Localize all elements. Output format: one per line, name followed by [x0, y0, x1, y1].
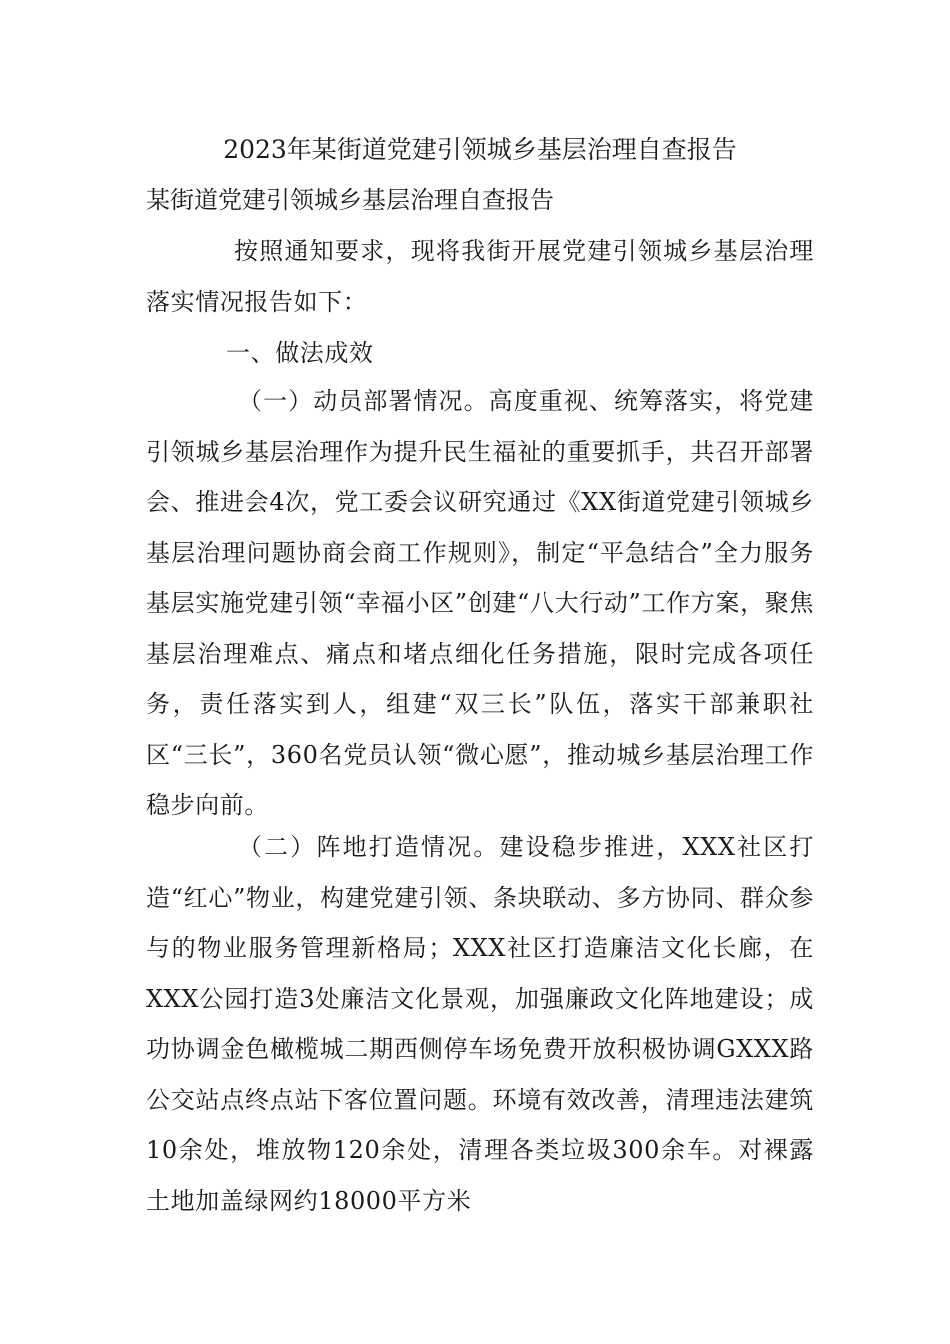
- paragraph-mobilization: （一）动员部署情况。高度重视、统筹落实，将党建引领城乡基层治理作为提升民生福祉的重要抓手，共召开部署会、推进会4次，党工委会议研究通过《XX街道党建引领城乡基层治理问题协商会商工作规则》，制定“平急结合”全力服务基层实施党建引领“幸福小区”创建“八大行动”工作方案，聚焦基层治理难点、痛点和堵点细化任务措施，限时完成各项任务，责任落实到人，组建“双三长”队伍，落实干部兼职社区“三长”，360名党员认领“微心愿”，推动城乡基层治理工作稳步向前。: [146, 387, 814, 819]
- intro-paragraph: 按照通知要求，现将我街开展党建引领城乡基层治理落实情况报告如下：: [146, 237, 814, 316]
- document-title: 2023年某街道党建引领城乡基层治理自查报告: [223, 135, 737, 164]
- document-subtitle: 某街道党建引领城乡基层治理自查报告: [146, 186, 554, 214]
- section-heading: 一、做法成效: [226, 339, 374, 367]
- paragraph-position-building: （二）阵地打造情况。建设稳步推进，XXX社区打造“红心”物业，构建党建引领、条块联动、多方协同、群众参与的物业服务管理新格局；XXX社区打造廉洁文化长廊，在XXX公园打造3处廉洁文化景观，加强廉政文化阵地建设；成功协调金色橄榄城二期西侧停车场免费开放积极协调GXXX路公交站点终点站下客位置问题。环境有效改善，清理违法建筑10余处，堆放物120余处，清理各类垃圾300余车。对裸露土地加盖绿网约18000平方米: [146, 833, 814, 1215]
